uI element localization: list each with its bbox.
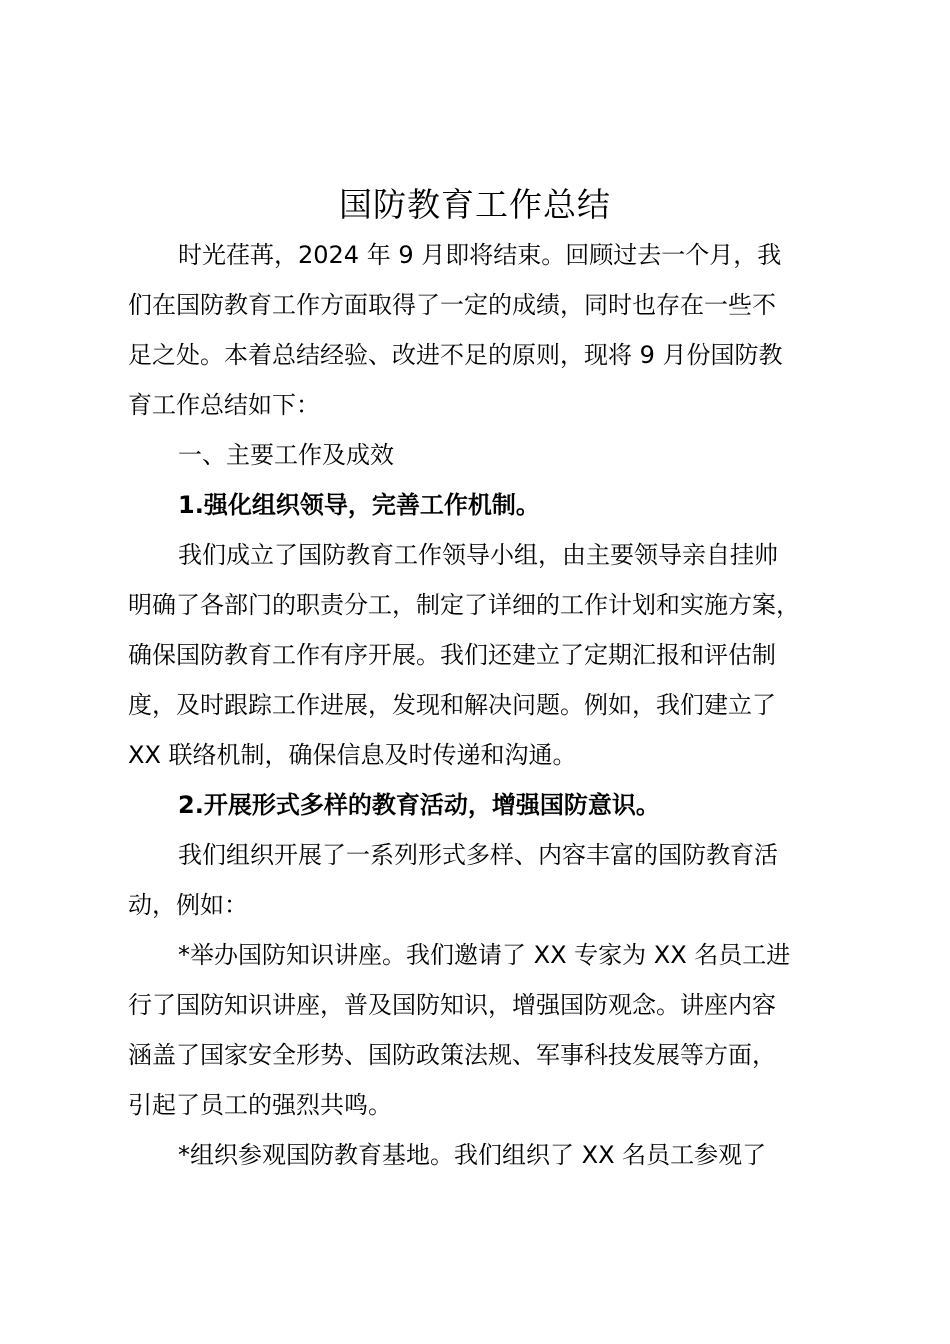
paragraph-line: 时光荏苒，2024 年 9 月即将结束。回顾过去一个月，我 [178,241,782,269]
paragraph-line: 行了国防知识讲座，普及国防知识，增强国防观念。讲座内容 [128,991,776,1019]
paragraph-line: 我们成立了国防教育工作领导小组，由主要领导亲自挂帅 [178,541,778,569]
bullet-line: *组织参观国防教育基地。我们组织了 XX 名员工参观了 [178,1141,767,1169]
paragraph-line: 明确了各部门的职责分工，制定了详细的工作计划和实施方案， [128,591,800,619]
bullet-line: *举办国防知识讲座。我们邀请了 XX 专家为 XX 名员工进 [178,941,791,969]
paragraph-line: 育工作总结如下： [128,391,320,419]
paragraph-line: 引起了员工的强烈共鸣。 [128,1091,392,1119]
paragraph-line: XX 联络机制，确保信息及时传递和沟通。 [128,741,577,769]
paragraph-line: 动，例如： [128,891,248,919]
paragraph-line: 们在国防教育工作方面取得了一定的成绩，同时也存在一些不 [128,291,776,319]
paragraph-line: 确保国防教育工作有序开展。我们还建立了定期汇报和评估制 [128,641,776,669]
paragraph-line: 涵盖了国家安全形势、国防政策法规、军事科技发展等方面， [128,1041,776,1069]
paragraph-line: 度，及时跟踪工作进展，发现和解决问题。例如，我们建立了 [128,691,776,719]
document-title: 国防教育工作总结 [339,185,611,224]
subsection-heading: 1.强化组织领导，完善工作机制。 [178,491,540,519]
subsection-heading: 2.开展形式多样的教育活动，增强国防意识。 [178,791,660,819]
paragraph-line: 我们组织开展了一系列形式多样、内容丰富的国防教育活 [178,841,778,869]
paragraph-line: 足之处。本着总结经验、改进不足的原则，现将 9 月份国防教 [128,341,783,369]
section-heading: 一、主要工作及成效 [178,441,394,469]
